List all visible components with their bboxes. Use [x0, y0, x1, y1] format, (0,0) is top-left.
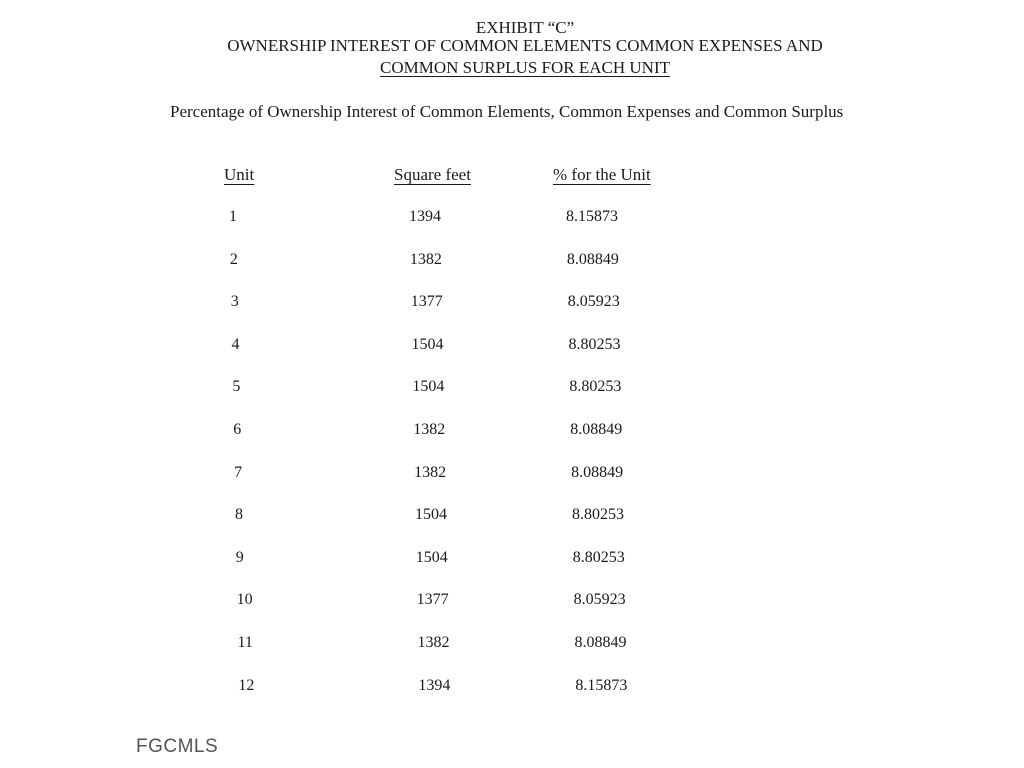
cell-square-feet: 1504 [412, 378, 445, 396]
cell-percent: 8.15873 [575, 676, 628, 694]
exhibit-title: EXHIBIT “C” [475, 18, 575, 37]
cell-percent: 8.05923 [567, 293, 620, 311]
cell-percent: 8.08849 [566, 250, 619, 268]
cell-unit: 9 [235, 548, 244, 566]
cell-percent: 8.80253 [568, 335, 621, 353]
cell-unit: 3 [230, 293, 239, 311]
cell-percent: 8.05923 [573, 591, 626, 609]
cell-square-feet: 1382 [414, 463, 447, 481]
cell-square-feet: 1377 [410, 293, 443, 311]
cell-square-feet: 1504 [414, 506, 447, 524]
cell-unit: 2 [229, 250, 238, 268]
document-subheading [0, 58, 1024, 78]
column-header-unit: Unit [224, 165, 255, 184]
cell-square-feet: 1377 [416, 591, 449, 609]
cell-percent: 8.15873 [566, 208, 618, 225]
cell-unit: 7 [234, 463, 243, 481]
document-heading: OWNERSHIP INTEREST OF COMMON ELEMENTS COMMON EXPENSES AND [227, 36, 823, 55]
cell-square-feet: 1382 [417, 634, 450, 651]
cell-unit: 4 [231, 335, 240, 353]
cell-unit: 10 [236, 591, 253, 609]
cell-unit: 12 [238, 676, 255, 694]
cell-square-feet: 1504 [411, 335, 444, 353]
cell-unit: 6 [233, 421, 242, 438]
cell-square-feet: 1504 [415, 548, 448, 566]
cell-percent: 8.80253 [571, 506, 624, 524]
cell-percent: 8.80253 [572, 548, 625, 566]
cell-square-feet: 1382 [409, 250, 442, 268]
cell-unit: 5 [232, 378, 241, 396]
cell-percent: 8.08849 [570, 421, 623, 438]
cell-square-feet: 1394 [409, 208, 441, 225]
intro-paragraph: Percentage of Ownership Interest of Common Elements, Common Expenses and Common Surplus [170, 102, 844, 121]
cell-unit: 11 [237, 634, 253, 651]
column-header-percent: % for the Unit [553, 165, 651, 184]
cell-square-feet: 1394 [418, 676, 451, 694]
cell-square-feet: 1382 [413, 421, 446, 438]
cell-percent: 8.08849 [574, 634, 627, 651]
cell-percent: 8.80253 [569, 378, 622, 396]
document-subheading-text: COMMON SURPLUS FOR EACH UNIT [380, 58, 670, 77]
cell-percent: 8.08849 [571, 463, 624, 481]
column-header-square-feet: Square feet [394, 165, 471, 184]
watermark: FGCMLS [136, 736, 219, 757]
cell-unit: 8 [234, 506, 243, 524]
cell-unit: 1 [229, 208, 237, 225]
